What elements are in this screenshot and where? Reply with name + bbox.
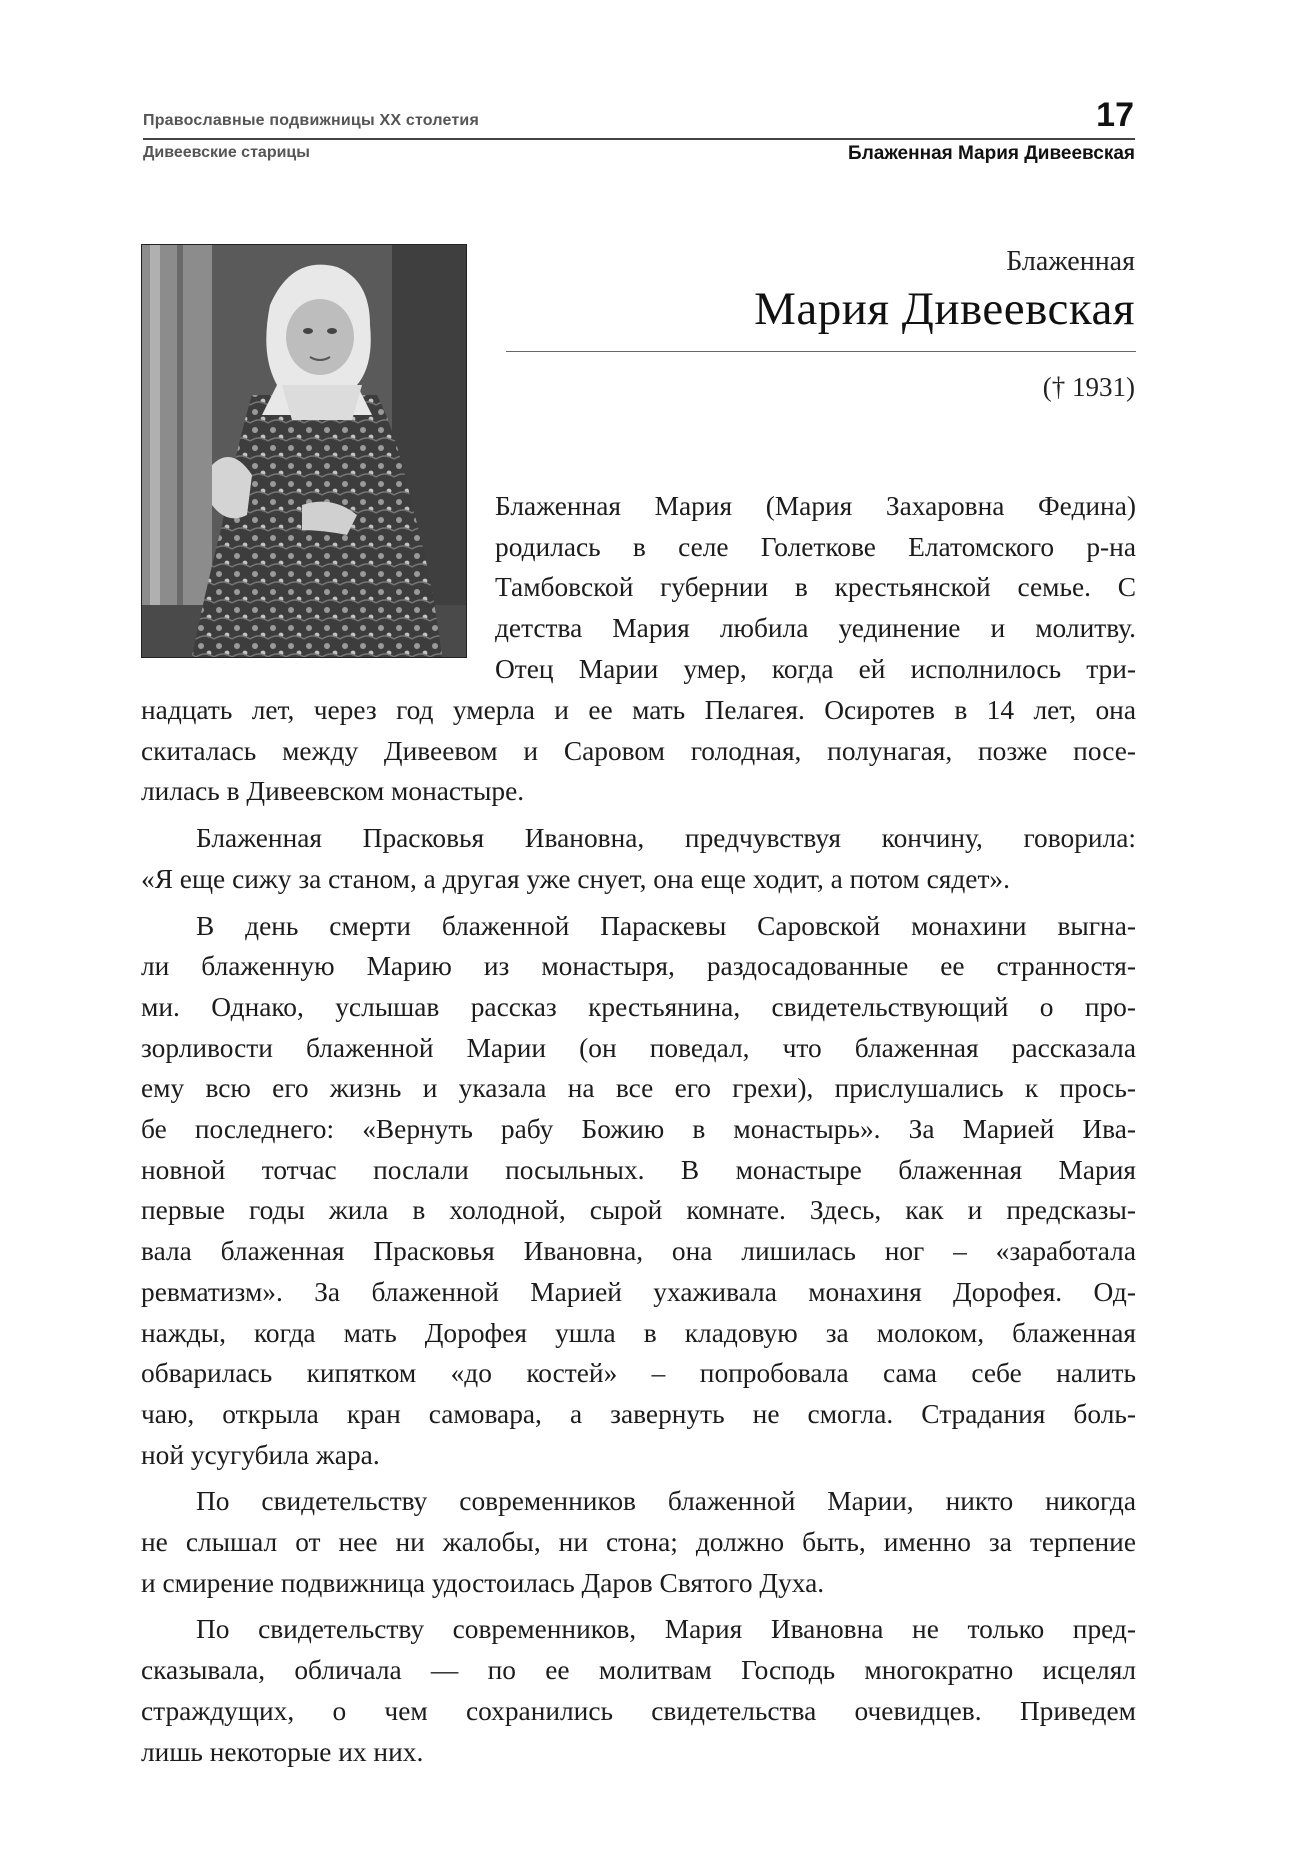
body-line: чаю, открыла кран самовара, а завернуть не смогла. Страдания боль- (141, 1398, 1136, 1429)
body-line: и смирение подвижница удостоилась Даров Святого Духа. (141, 1567, 825, 1598)
body-line: обварилась кипятком «до костей» – попробовала сама себе налить (141, 1358, 1136, 1389)
page-number: 17 (1096, 96, 1134, 134)
running-header-section: Дивеевские старицы (143, 144, 310, 161)
body-line: первые годы жила в холодной, сырой комнате. Здесь, как и предсказы- (141, 1195, 1136, 1226)
body-line: По свидетельству современников, Мария Ивановна не только пред- (196, 1614, 1136, 1645)
body-line: лишь некоторые их них. (141, 1736, 424, 1767)
body-line: сказывала, обличала — по ее молитвам Господь многократно исцелял (141, 1655, 1136, 1686)
running-header-chapter: Блаженная Мария Дивеевская (848, 143, 1135, 164)
article-dates: († 1931) (1042, 372, 1135, 402)
body-line: ли блаженную Марию из монастыря, раздосадованные ее странностя- (141, 951, 1136, 982)
body-line: надцать лет, через год умерла и ее мать Пелагея. Осиротев в 14 лет, она (141, 695, 1136, 725)
portrait-photo (141, 244, 467, 658)
intro-line: детства Мария любила уединение и молитву. (495, 613, 1136, 644)
article-title: Мария Дивеевская (754, 283, 1135, 335)
body-line: По свидетельству современников блаженной Марии, никто никогда (196, 1486, 1136, 1517)
body-line: ревматизм». За блаженной Марией ухаживала монахиня Дорофея. Од- (141, 1276, 1136, 1307)
body-line: ему всю его жизнь и указала на все его грехи), прислушались к прось- (141, 1073, 1136, 1104)
body-line: зорливости блаженной Марии (он поведал, что блаженная рассказала (141, 1032, 1136, 1063)
body-line: Блаженная Прасковья Ивановна, предчувствуя кончину, говорила: (196, 823, 1136, 854)
body-line: бе последнего: «Вернуть рабу Божию в монастырь». За Марией Ива- (141, 1114, 1136, 1145)
body-line: ной усугубила жара. (141, 1439, 380, 1470)
body-line: лилась в Дивеевском монастыре. (141, 776, 525, 807)
body-text (141, 690, 1136, 1772)
intro-line: родилась в селе Голеткове Елатомского р-на (495, 531, 1136, 562)
body-line: нажды, когда мать Дорофея ушла в кладовую за молоком, блаженная (141, 1317, 1136, 1348)
article-subtitle: Блаженная (1006, 246, 1135, 277)
body-line: вала блаженная Прасковья Ивановна, она лишилась ног – «заработала (141, 1236, 1136, 1267)
intro-text (495, 486, 1136, 690)
title-rule (506, 351, 1136, 352)
intro-line: Отец Марии умер, когда ей исполнилось три- (495, 653, 1136, 684)
body-line: не слышал от нее ни жалобы, ни стона; должно быть, именно за терпение (141, 1527, 1136, 1558)
body-line: В день смерти блаженной Параскевы Саровской монахини выгна- (196, 910, 1136, 941)
running-header-series: Православные подвижницы XX столетия (143, 112, 480, 129)
intro-line: Тамбовской губернии в крестьянской семье. С (495, 572, 1136, 603)
body-line: скиталась между Дивеевом и Саровом голодная, полунагая, позже посе- (141, 735, 1136, 766)
intro-line: Блаженная Мария (Мария Захаровна Федина) (495, 491, 1136, 521)
header-rule (143, 138, 1135, 140)
body-line: «Я еще сижу за станом, а другая уже снует, она еще ходит, а потом сядет». (141, 863, 1010, 894)
body-line: ми. Однако, услышав рассказ крестьянина, свидетельствующий о про- (141, 991, 1136, 1022)
body-line: страждущих, о чем сохранились свидетельства очевидцев. Приведем (141, 1695, 1136, 1726)
body-line: новной тотчас послали посыльных. В монастыре блаженная Мария (141, 1154, 1136, 1185)
